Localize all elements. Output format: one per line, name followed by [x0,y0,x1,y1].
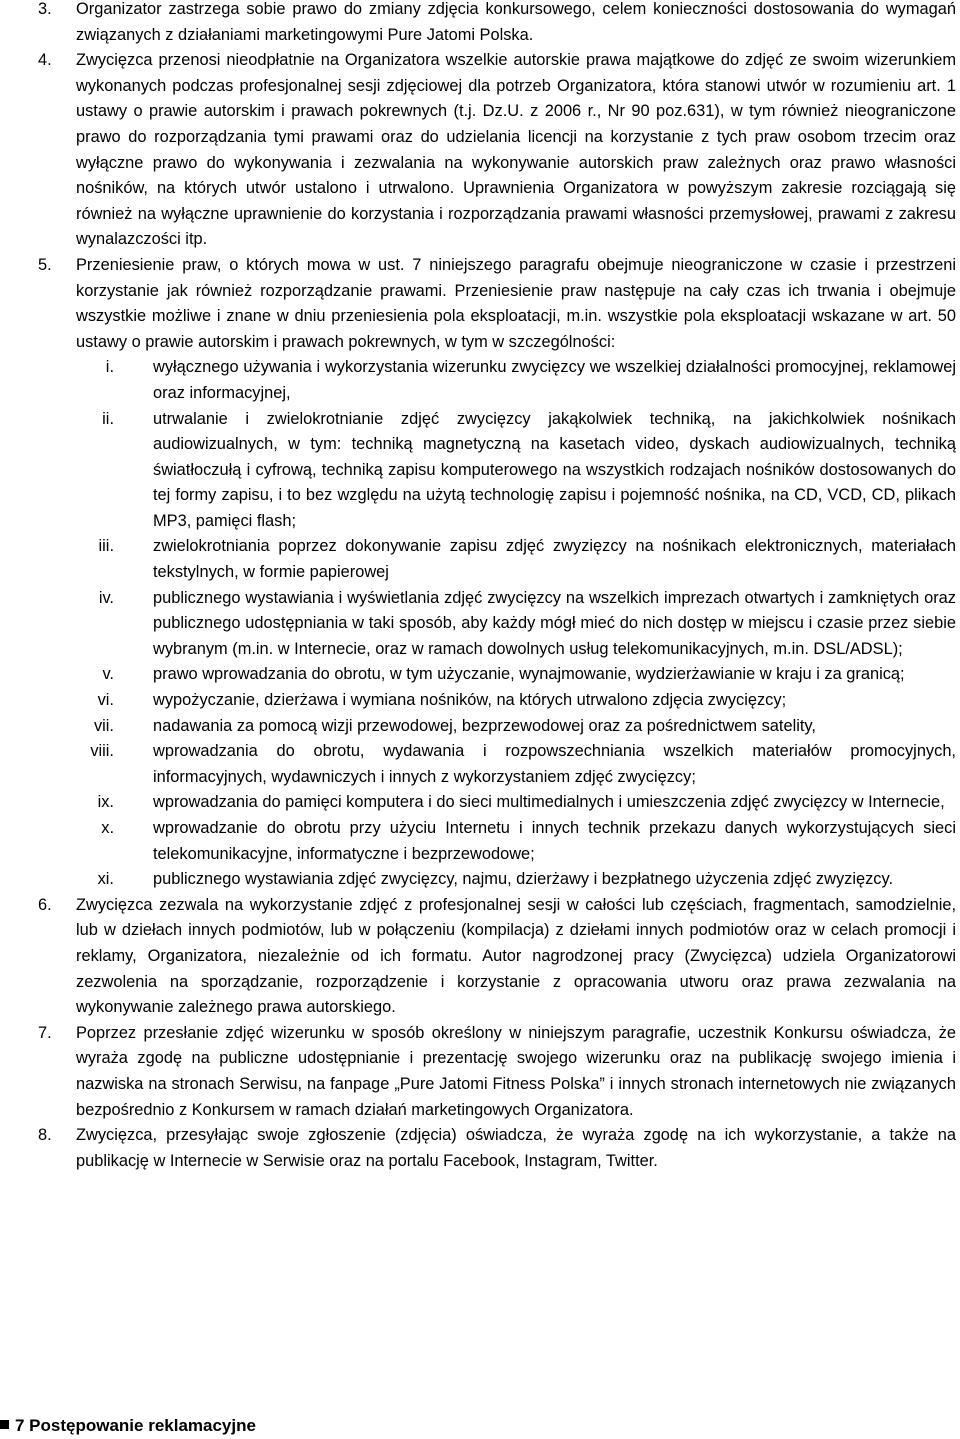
list-item-text: utrwalanie i zwielokrotnianie zdjęć zwycięzcy jakąkolwiek techniką, na jakichkolwiek nośnikach audiowizualnych, w tym: techniką magnetyczną na kasetach video, dyskach audiowizualnych, techniką światłoczułą i cyfrową, techniką zapisu komputerowego na wszystkich rodzajach nośników dostosowanych do tej formy zapisu, i to bez względu na użytą technologię zapisu i pojemność nośnika, na CD, VCD, CD, plikach MP3, pamięci flash; [153,409,956,530]
list-item-text: nadawania za pomocą wizji przewodowej, bezprzewodowej oraz za pośrednictwem satelity, [153,716,816,735]
list-item-text: wprowadzania do obrotu, wydawania i rozpowszechniania wszelkich materiałów promocyjnych, informacyjnych, wydawniczych i innych z wykorzystaniem zdjęć zwycięzcy; [153,742,956,786]
list-item-number: v. [102,665,114,684]
paragraph-5 [0,253,960,355]
paragraph-6 [0,893,960,1021]
list-item-number: ii. [102,409,114,428]
list-item [0,355,960,406]
list-item [0,586,960,663]
list-item-number: vi. [97,691,114,710]
list-item [0,739,960,790]
list-item-text: publicznego wystawiania zdjęć zwycięzcy, najmu, dzierżawy i bezpłatnego użyczenia zdjęć zwyzięzcy. [153,870,894,889]
list-item-text: zwielokrotniania poprzez dokonywanie zapisu zdjęć zwyzięzcy na nośnikach elektronicznych, materiałach tekstylnych, w formie papierowej [153,537,956,582]
list-item [0,714,960,740]
list-item-number: x. [101,819,114,837]
paragraph-7 [0,1021,960,1123]
square-bullet-icon [0,1420,9,1429]
section-heading [0,1413,256,1439]
list-item [0,867,960,893]
list-item [0,407,960,535]
list-item-number: iv. [98,588,114,607]
list-item-number: i. [105,358,114,377]
list-item-text: publicznego wystawiania i wyświetlania zdjęć zwycięzcy na wszelkich imprezach otwartych i zamkniętych oraz publicznego udostępniania w taki sposób, aby każdy mógł mieć do nich dostęp w miejscu i czasie przez siebie wybranym (m.in. w Internecie, oraz w ramach dowolnych usług telekomunikacyjnych, m.in. DSL/ADSL); [153,588,956,658]
paragraph-4 [0,48,960,253]
list-item [0,816,960,867]
list-item-text: wprowadzania do pamięci komputera i do sieci multimedialnych i umieszczenia zdjęć zwycięzcy w Internecie, [153,793,945,812]
list-item-number: vii. [93,716,114,735]
paragraph-number: 7. [38,1023,52,1042]
paragraph-text: Organizator zastrzega sobie prawo do zmiany zdjęcia konkursowego, celem konieczności dostosowania do wymagań związanych z działaniami marketingowymi Pure Jatomi Polska. [76,0,956,44]
list-item-number: ix. [97,793,114,812]
list-item-text: wyłącznego używania i wykorzystania wizerunku zwycięzcy we wszelkiej działalności promocyjnej, reklamowej oraz informacyjnej, [153,358,956,402]
list-item-text: wypożyczanie, dzierżawa i wymiana nośników, na których utrwalono zdjęcia zwycięzcy; [153,691,787,710]
paragraph-number: 6. [38,895,52,914]
list-item-number: viii. [90,742,114,761]
paragraph-text: Zwycięzca zezwala na wykorzystanie zdjęć z profesjonalnej sesji w całości lub częściach, fragmentach, samodzielnie, lub w dziełach innych podmiotów, lub w połączeniu (kompilacja) z dziełami innych podmiotów oraz w celach promocji i reklamy, Organizatora, niezależnie od ich formatu. Autor nagrodzonej pracy (Zwycięzca) udziela Organizatorowi zezwolenia na sporządzanie, rozporządzenie i korzystanie z opracowania utworu oraz prawa zezwalania na wykonywanie zależnego prawa autorskiego. [76,895,956,1017]
paragraph-text: Poprzez przesłanie zdjęć wizerunku w sposób określony w niniejszym paragrafie, uczestnik Konkursu oświadcza, że wyraża zgodę na publiczne udostępnianie i prezentację swojego wizerunku oraz na publikację swojego imienia i nazwiska na stronach Serwisu, na fanpage „Pure Jatomi Fitness Polska” i innych stronach internetowych nie związanych bezpośrednio z Konkursem w ramach działań marketingowych Organizatora. [76,1023,956,1119]
paragraph-text: Zwycięzca przenosi nieodpłatnie na Organizatora wszelkie autorskie prawa majątkowe do zdjęć ze swoim wizerunkiem wykonanych podczas profesjonalnej sesji zdjęciowej dla potrzeb Organizatora, która stanowi utwór w rozumieniu art. 1 ustawy o prawie autorskim i prawach pokrewnych (t.j. Dz.U. z 2006 r., Nr 90 poz.631), w tym również nieograniczone prawo do rozporządzania tymi prawami oraz do udzielania licencji na korzystanie z tych praw osobom trzecim oraz wyłączne prawo do wykonywania i zezwalania na wykonywanie autorskich praw zależnych oraz prawo własności nośników, na których utwór ustalono i utrwalono. Uprawnienia Organizatora w powyższym zakresie rozciągają się również na wyłączne uprawnienie do korzystania i rozporządzania prawami własności przemysłowej, prawami z zakresu wynalazczości itp. [76,51,956,249]
paragraph-text: Zwycięzca, przesyłając swoje zgłoszenie (zdjęcia) oświadcza, że wyraża zgodę na ich wykorzystanie, a także na publikację w Internecie w Serwisie oraz na portalu Facebook, Instagram, Twitter. [76,1126,956,1170]
paragraph-3 [0,0,960,48]
list-item [0,534,960,585]
paragraph-number: 8. [38,1126,52,1145]
paragraph-number: 4. [38,51,52,70]
list-item-number: xi. [97,870,114,889]
section-heading-text: 7 Postępowanie reklamacyjne [15,1416,256,1435]
list-item-number: iii. [98,537,114,556]
list-item-text: wprowadzanie do obrotu przy użyciu Internetu i innych technik przekazu danych wykorzystujących sieci telekomunikacyjne, informatyczne i bezprzewodowe; [153,819,956,863]
paragraph-number: 3. [38,0,52,18]
list-item [0,688,960,714]
paragraph-8 [0,1123,960,1174]
list-item-text: prawo wprowadzania do obrotu, w tym użyczanie, wynajmowanie, wydzierżawianie w kraju i za granicą; [153,665,905,684]
paragraph-text: Przeniesienie praw, o których mowa w ust. 7 niniejszego paragrafu obejmuje nieograniczone w czasie i przestrzeni korzystanie jak również rozporządzanie prawami. Przeniesienie praw następuje na cały czas ich trwania i obejmuje wszystkie możliwe i znane w dniu przeniesienia pola eksploatacji, m.in. wszystkie pola eksploatacji wskazane w art. 50 ustawy o prawie autorskim i prawach pokrewnych, w tym w szczególności: [76,255,956,351]
paragraph-number: 5. [38,255,52,274]
list-item [0,790,960,816]
list-item [0,662,960,688]
